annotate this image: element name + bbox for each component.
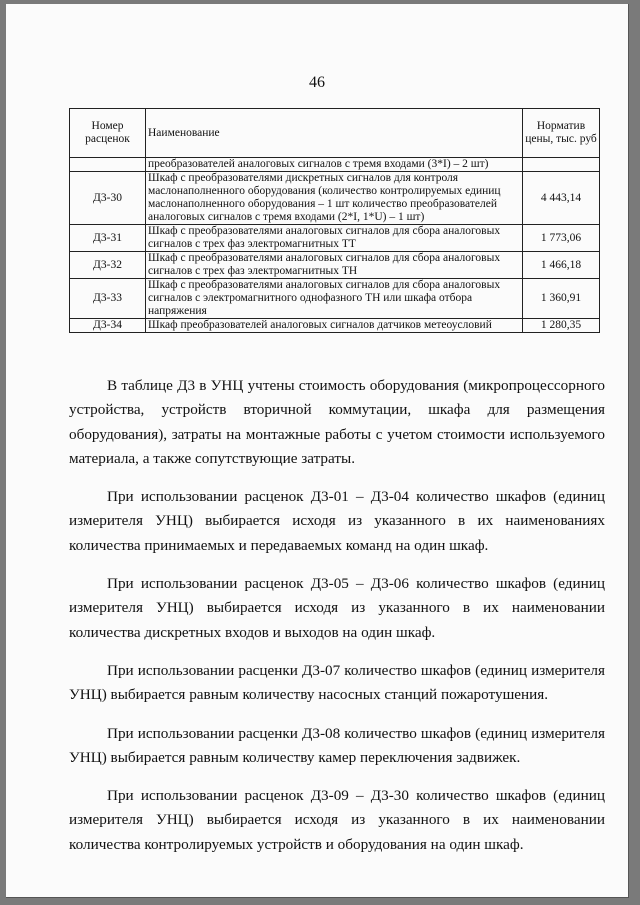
price-norms-table (69, 108, 600, 333)
header-price: Норматив цены, тыс. руб (523, 109, 600, 158)
row-price: 1 466,18 (523, 252, 600, 279)
row-price: 1 773,06 (523, 225, 600, 252)
table-row (70, 252, 600, 279)
row-code (70, 158, 146, 172)
row-name: Шкаф с преобразователями аналоговых сигналов для сбора аналоговых сигналов с трех фаз электромагнитных ТТ (146, 225, 523, 252)
table-row (70, 279, 600, 319)
row-price: 1 360,91 (523, 279, 600, 319)
row-price: 4 443,14 (523, 172, 600, 225)
table-header-row (70, 109, 600, 158)
row-code: Д3-34 (70, 319, 146, 333)
body-text (69, 374, 605, 871)
header-code: Номер расценок (70, 109, 146, 158)
table-row (70, 225, 600, 252)
paragraph: При использовании расценки Д3-07 количество шкафов (единиц измерителя УНЦ) выбирается равным количеству насосных станций пожаротушения. (69, 661, 605, 704)
table-row (70, 172, 600, 225)
row-price: 1 280,35 (523, 319, 600, 333)
page-number: 46 (309, 74, 325, 91)
row-name: Шкаф с преобразователями дискретных сигналов для контроля маслонаполненного оборудования (количество контролируемых единиц маслонаполненного оборудования – 1 шт количество преобразователей аналоговых сигналов с тремя входами (2*I, 1*U) – 1 шт) (146, 172, 523, 225)
row-name: преобразователей аналоговых сигналов с тремя входами (3*I) – 2 шт) (146, 158, 523, 172)
document-page (6, 4, 629, 898)
row-code: Д3-31 (70, 225, 146, 252)
paragraph: При использовании расценок Д3-01 – Д3-04 количество шкафов (единиц измерителя УНЦ) выбирается исходя из указанного в их наименованиях количества принимаемых и передаваемых команд на один шкаф. (69, 488, 605, 554)
table-row (70, 158, 600, 172)
row-code: Д3-33 (70, 279, 146, 319)
paragraph: В таблице Д3 в УНЦ учтены стоимость оборудования (микропроцессорного устройства, устройств вторичной коммутации, шкафа для размещения оборудования), затраты на монтажные работы с учетом стоимости используемого материала, а также сопутствующие затраты. (69, 377, 605, 467)
table-row (70, 319, 600, 333)
row-price (523, 158, 600, 172)
paragraph: При использовании расценок Д3-05 – Д3-06 количество шкафов (единиц измерителя УНЦ) выбирается исходя из указанного в их наименовании количества дискретных входов и выходов на один шкаф. (69, 575, 605, 641)
paragraph: При использовании расценки Д3-08 количество шкафов (единиц измерителя УНЦ) выбирается равным количеству камер переключения задвижек. (69, 724, 605, 766)
paragraph: При использовании расценок Д3-09 – Д3-30 количество шкафов (единиц измерителя УНЦ) выбирается исходя из указанного в их наименовании количества контролируемых устройств и оборудования на один шкаф. (69, 787, 605, 853)
row-code: Д3-30 (70, 172, 146, 225)
row-name: Шкаф с преобразователями аналоговых сигналов для сбора аналоговых сигналов с электромагнитного однофазного ТН или шкафа отбора напряжения (146, 279, 523, 319)
row-name: Шкаф с преобразователями аналоговых сигналов для сбора аналоговых сигналов с трех фаз электромагнитных ТН (146, 252, 523, 279)
header-name: Наименование (146, 109, 523, 158)
row-name: Шкаф преобразователей аналоговых сигналов датчиков метеоусловий (146, 319, 523, 333)
row-code: Д3-32 (70, 252, 146, 279)
